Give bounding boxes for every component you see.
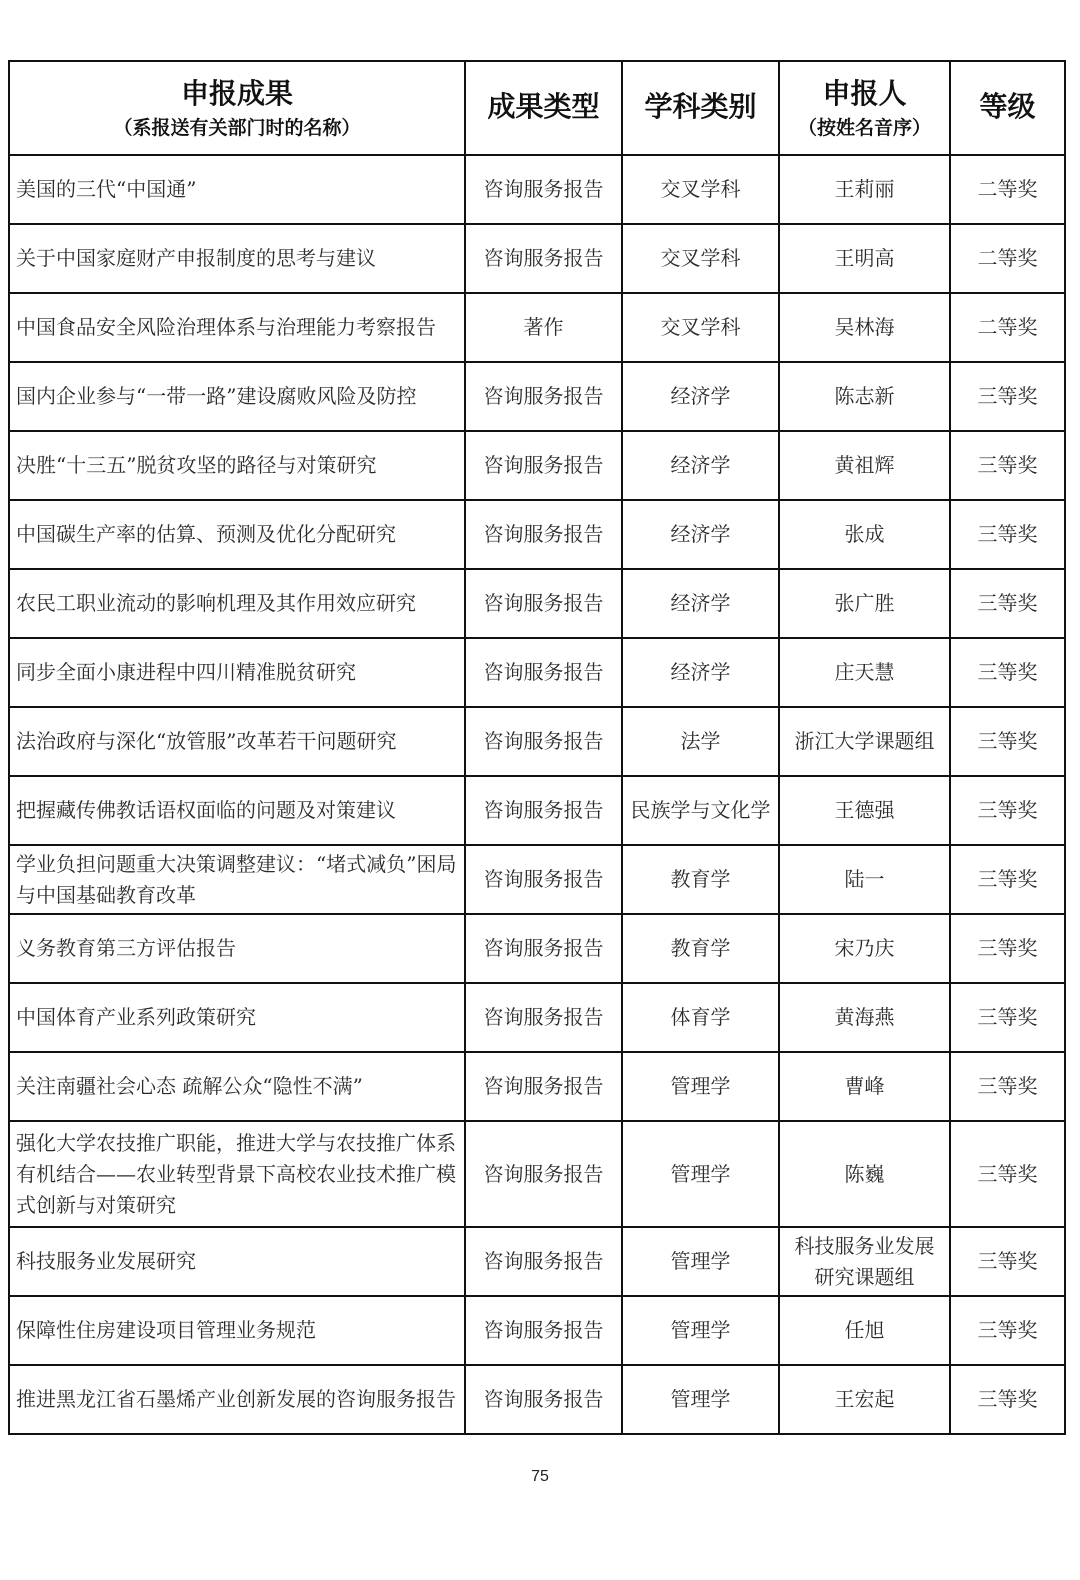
cell-title: 中国体育产业系列政策研究 bbox=[9, 983, 465, 1052]
cell-discipline: 法学 bbox=[622, 707, 779, 776]
cell-type: 咨询服务报告 bbox=[465, 1227, 622, 1296]
cell-applicant: 王莉丽 bbox=[779, 155, 950, 224]
cell-grade: 三等奖 bbox=[950, 1296, 1065, 1365]
cell-title: 同步全面小康进程中四川精准脱贫研究 bbox=[9, 638, 465, 707]
page-number: 75 bbox=[531, 1468, 549, 1485]
cell-type: 咨询服务报告 bbox=[465, 707, 622, 776]
table-row bbox=[9, 638, 1065, 707]
cell-title: 国内企业参与“一带一路”建设腐败风险及防控 bbox=[9, 362, 465, 431]
table-row bbox=[9, 569, 1065, 638]
header-grade-label: 等级 bbox=[979, 89, 1036, 123]
cell-applicant: 黄海燕 bbox=[779, 983, 950, 1052]
header-discipline bbox=[622, 61, 779, 155]
cell-applicant: 浙江大学课题组 bbox=[779, 707, 950, 776]
cell-type: 咨询服务报告 bbox=[465, 983, 622, 1052]
cell-grade: 三等奖 bbox=[950, 1052, 1065, 1121]
cell-type: 咨询服务报告 bbox=[465, 1121, 622, 1227]
cell-grade: 二等奖 bbox=[950, 155, 1065, 224]
header-title bbox=[9, 61, 465, 155]
cell-title: 美国的三代“中国通” bbox=[9, 155, 465, 224]
cell-discipline: 管理学 bbox=[622, 1365, 779, 1434]
cell-grade: 二等奖 bbox=[950, 293, 1065, 362]
cell-grade: 三等奖 bbox=[950, 983, 1065, 1052]
cell-grade: 三等奖 bbox=[950, 1365, 1065, 1434]
cell-discipline: 经济学 bbox=[622, 431, 779, 500]
header-title-note: （系报送有关部门时的名称） bbox=[113, 117, 361, 139]
table-row bbox=[9, 1227, 1065, 1296]
cell-type: 咨询服务报告 bbox=[465, 1052, 622, 1121]
cell-discipline: 经济学 bbox=[622, 362, 779, 431]
table-row bbox=[9, 431, 1065, 500]
cell-type: 咨询服务报告 bbox=[465, 638, 622, 707]
cell-type: 咨询服务报告 bbox=[465, 155, 622, 224]
cell-applicant: 张成 bbox=[779, 500, 950, 569]
table-row bbox=[9, 1365, 1065, 1434]
cell-discipline: 经济学 bbox=[622, 569, 779, 638]
table-row bbox=[9, 776, 1065, 845]
awards-table bbox=[8, 60, 1066, 1435]
header-discipline-label: 学科类别 bbox=[644, 89, 757, 123]
cell-applicant: 任旭 bbox=[779, 1296, 950, 1365]
cell-grade: 三等奖 bbox=[950, 845, 1065, 914]
cell-applicant: 庄天慧 bbox=[779, 638, 950, 707]
table-row bbox=[9, 1121, 1065, 1227]
cell-applicant: 吴林海 bbox=[779, 293, 950, 362]
cell-grade: 三等奖 bbox=[950, 914, 1065, 983]
cell-title: 义务教育第三方评估报告 bbox=[9, 914, 465, 983]
cell-applicant: 陈巍 bbox=[779, 1121, 950, 1227]
cell-title: 农民工职业流动的影响机理及其作用效应研究 bbox=[9, 569, 465, 638]
table-header bbox=[9, 61, 1065, 155]
cell-discipline: 管理学 bbox=[622, 1227, 779, 1296]
cell-discipline: 管理学 bbox=[622, 1296, 779, 1365]
header-type-label: 成果类型 bbox=[487, 89, 600, 123]
cell-type: 咨询服务报告 bbox=[465, 914, 622, 983]
cell-applicant: 科技服务业发展研究课题组 bbox=[779, 1227, 950, 1296]
cell-title: 强化大学农技推广职能，推进大学与农技推广体系有机结合——农业转型背景下高校农业技术推广模式创新与对策研究 bbox=[9, 1121, 465, 1227]
cell-type: 咨询服务报告 bbox=[465, 224, 622, 293]
cell-grade: 二等奖 bbox=[950, 224, 1065, 293]
cell-title: 关于中国家庭财产申报制度的思考与建议 bbox=[9, 224, 465, 293]
cell-grade: 三等奖 bbox=[950, 362, 1065, 431]
header-applicant-label: 申报人 bbox=[822, 77, 907, 110]
cell-applicant: 王德强 bbox=[779, 776, 950, 845]
cell-title: 科技服务业发展研究 bbox=[9, 1227, 465, 1296]
cell-applicant: 王宏起 bbox=[779, 1365, 950, 1434]
cell-discipline: 管理学 bbox=[622, 1052, 779, 1121]
cell-discipline: 管理学 bbox=[622, 1121, 779, 1227]
cell-title: 保障性住房建设项目管理业务规范 bbox=[9, 1296, 465, 1365]
table-row bbox=[9, 1296, 1065, 1365]
cell-type: 咨询服务报告 bbox=[465, 1296, 622, 1365]
cell-discipline: 民族学与文化学 bbox=[622, 776, 779, 845]
header-applicant bbox=[779, 61, 950, 155]
header-type bbox=[465, 61, 622, 155]
table-row bbox=[9, 500, 1065, 569]
header-title-label: 申报成果 bbox=[180, 77, 293, 110]
table-body bbox=[9, 155, 1065, 1434]
cell-discipline: 教育学 bbox=[622, 914, 779, 983]
cell-grade: 三等奖 bbox=[950, 500, 1065, 569]
table-row bbox=[9, 914, 1065, 983]
cell-discipline: 经济学 bbox=[622, 500, 779, 569]
cell-discipline: 交叉学科 bbox=[622, 155, 779, 224]
cell-grade: 三等奖 bbox=[950, 1227, 1065, 1296]
cell-type: 咨询服务报告 bbox=[465, 431, 622, 500]
table-row bbox=[9, 293, 1065, 362]
cell-title: 决胜“十三五”脱贫攻坚的路径与对策研究 bbox=[9, 431, 465, 500]
cell-type: 咨询服务报告 bbox=[465, 1365, 622, 1434]
cell-grade: 三等奖 bbox=[950, 431, 1065, 500]
header-grade bbox=[950, 61, 1065, 155]
cell-title: 中国食品安全风险治理体系与治理能力考察报告 bbox=[9, 293, 465, 362]
cell-discipline: 教育学 bbox=[622, 845, 779, 914]
cell-grade: 三等奖 bbox=[950, 569, 1065, 638]
table-row bbox=[9, 1052, 1065, 1121]
header-row bbox=[9, 61, 1065, 155]
table-row bbox=[9, 155, 1065, 224]
cell-title: 学业负担问题重大决策调整建议：“堵式减负”困局与中国基础教育改革 bbox=[9, 845, 465, 914]
cell-discipline: 交叉学科 bbox=[622, 293, 779, 362]
cell-type: 咨询服务报告 bbox=[465, 569, 622, 638]
header-applicant-note: （按姓名音序） bbox=[797, 117, 931, 139]
cell-grade: 三等奖 bbox=[950, 707, 1065, 776]
table-row bbox=[9, 983, 1065, 1052]
cell-discipline: 经济学 bbox=[622, 638, 779, 707]
table-row bbox=[9, 362, 1065, 431]
cell-type: 咨询服务报告 bbox=[465, 500, 622, 569]
cell-applicant: 黄祖辉 bbox=[779, 431, 950, 500]
table-row bbox=[9, 845, 1065, 914]
cell-applicant: 宋乃庆 bbox=[779, 914, 950, 983]
cell-applicant: 张广胜 bbox=[779, 569, 950, 638]
cell-grade: 三等奖 bbox=[950, 1121, 1065, 1227]
cell-type: 咨询服务报告 bbox=[465, 362, 622, 431]
cell-title: 把握藏传佛教话语权面临的问题及对策建议 bbox=[9, 776, 465, 845]
cell-discipline: 体育学 bbox=[622, 983, 779, 1052]
cell-title: 关注南疆社会心态 疏解公众“隐性不满” bbox=[9, 1052, 465, 1121]
cell-type: 咨询服务报告 bbox=[465, 845, 622, 914]
cell-grade: 三等奖 bbox=[950, 638, 1065, 707]
cell-title: 中国碳生产率的估算、预测及优化分配研究 bbox=[9, 500, 465, 569]
cell-applicant: 陈志新 bbox=[779, 362, 950, 431]
cell-title: 推进黑龙江省石墨烯产业创新发展的咨询服务报告 bbox=[9, 1365, 465, 1434]
cell-type: 咨询服务报告 bbox=[465, 776, 622, 845]
table-row bbox=[9, 224, 1065, 293]
cell-discipline: 交叉学科 bbox=[622, 224, 779, 293]
cell-grade: 三等奖 bbox=[950, 776, 1065, 845]
cell-applicant: 王明高 bbox=[779, 224, 950, 293]
cell-applicant: 陆一 bbox=[779, 845, 950, 914]
cell-applicant: 曹峰 bbox=[779, 1052, 950, 1121]
table-row bbox=[9, 707, 1065, 776]
cell-title: 法治政府与深化“放管服”改革若干问题研究 bbox=[9, 707, 465, 776]
cell-type: 著作 bbox=[465, 293, 622, 362]
